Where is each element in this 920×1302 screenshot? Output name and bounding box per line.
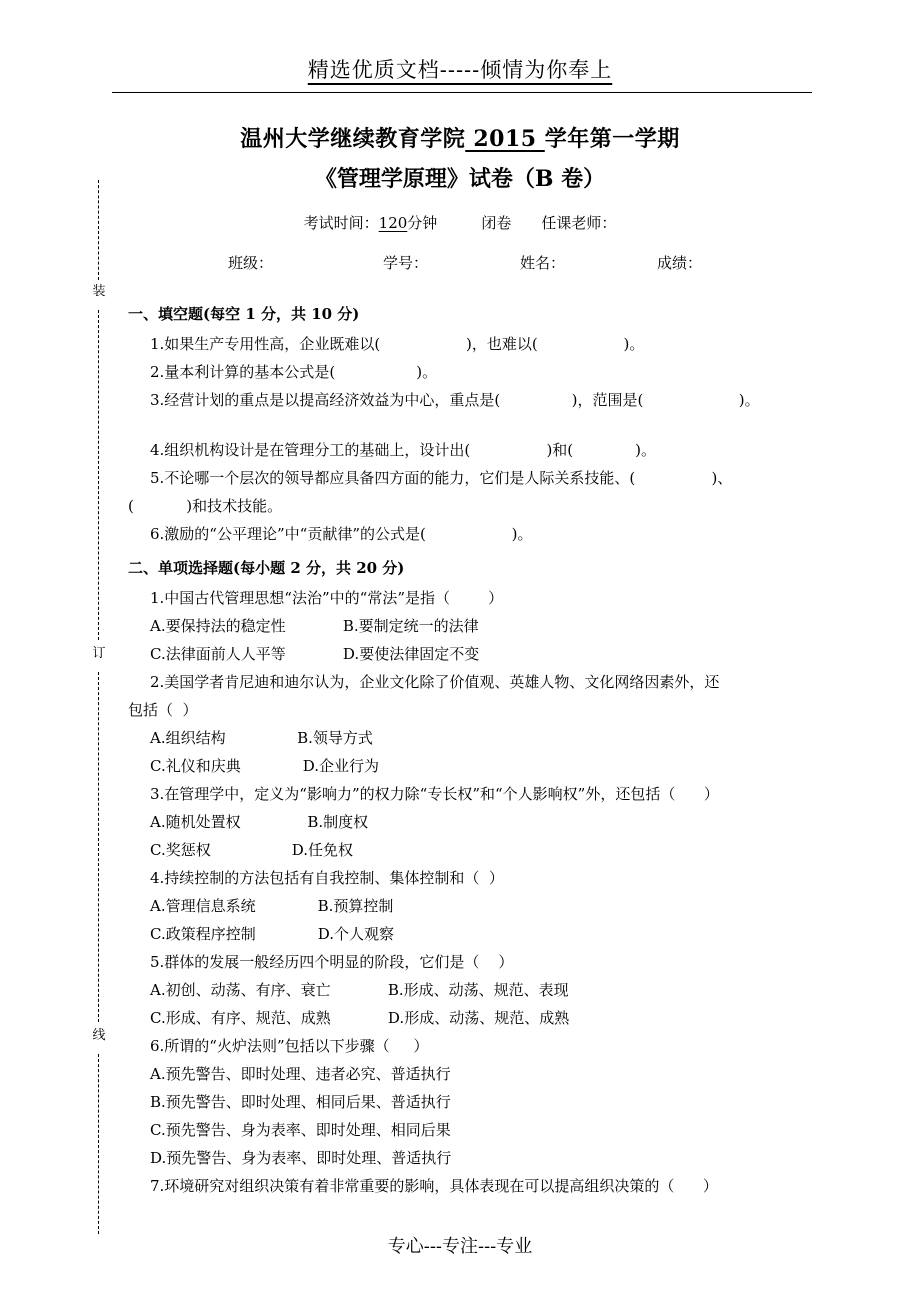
question-item: 1.中国古代管理思想“法治”中的“常法”是指（ ）: [150, 589, 504, 607]
choice-line: C.预先警告、身为表率、即时处理、相同后果: [150, 1121, 451, 1139]
choice-line: A.要保持法的稳定性 B.要制定统一的法律: [150, 617, 479, 635]
question-spacer: [128, 414, 828, 436]
question-item-cont: ( )和技术技能。: [128, 497, 283, 515]
question-item: 7.环境研究对组织决策有着非常重要的影响，具体表现在可以提高组织决策的（ ）: [150, 1177, 718, 1195]
choice-line: A.预先警告、即时处理、违者必究、普适执行: [150, 1065, 451, 1083]
academic-year: 2015: [465, 126, 545, 152]
header-divider-rule: [112, 92, 812, 93]
section-heading-multiple-choice: 二、单项选择题(每小题 2 分，共 20 分): [128, 559, 405, 577]
exam-body: [128, 294, 828, 1200]
choice-line: C.奖惩权 D.任免权: [150, 841, 354, 859]
choice-line: C.礼仪和庆典 D.企业行为: [150, 757, 379, 775]
binding-mark-zhuang: 装: [92, 284, 106, 299]
exam-teacher-label: 任课老师：: [541, 214, 617, 232]
choice-line: A.组织结构 B.领导方式: [150, 729, 373, 747]
question-item: 2.美国学者肯尼迪和迪尔认为，企业文化除了价值观、英雄人物、文化网络因素外，还: [150, 673, 720, 691]
field-score-label: 成绩：: [657, 254, 703, 272]
question-item: 1.如果生产专用性高，企业既难以( )，也难以( )。: [150, 335, 645, 353]
question-item: 3.经营计划的重点是以提高经济效益为中心，重点是( )，范围是( )。: [150, 391, 760, 409]
choice-line: C.形成、有序、规范、成熟 D.形成、动荡、规范、成熟: [150, 1009, 570, 1027]
exam-closed-book: 闭卷: [481, 214, 512, 232]
section-heading-fill-in-blank: 一、填空题(每空 1 分，共 10 分): [128, 305, 360, 323]
university-term-prefix: 温州大学继续教育学院: [240, 126, 466, 152]
binding-dash-4: [98, 1054, 99, 1234]
choice-line: D.预先警告、身为表率、即时处理、普适执行: [150, 1149, 452, 1167]
field-class-label: 班级：: [228, 254, 274, 272]
exam-time-label: 考试时间：: [303, 214, 379, 232]
binding-dash-3: [98, 672, 99, 1022]
student-fields-row: [228, 252, 848, 273]
document-watermark-header: [0, 54, 920, 84]
question-item-cont: 包括（ ）: [128, 701, 198, 719]
choice-line: A.随机处置权 B.制度权: [150, 813, 369, 831]
choice-line: C.政策程序控制 D.个人观察: [150, 925, 394, 943]
binding-dash-2: [98, 310, 99, 640]
question-item: 2.量本利计算的基本公式是( )。: [150, 363, 438, 381]
choice-line: A.初创、动荡、有序、衰亡 B.形成、动荡、规范、表现: [150, 981, 569, 999]
page-footer: 专心---专注---专业: [387, 1236, 533, 1257]
exam-info-line: [0, 212, 920, 233]
watermark-text: 精选优质文档-----倾情为你奉上: [307, 58, 613, 82]
page-title-line2: 《管理学原理》试卷（B 卷）: [314, 166, 606, 192]
university-term-suffix: 学年第一学期: [544, 126, 680, 152]
question-item: 5.不论哪一个层次的领导都应具备四方面的能力，它们是人际关系技能、( )、: [150, 469, 733, 487]
binding-mark-xian: 线: [92, 1028, 106, 1043]
question-item: 3.在管理学中，定义为“影响力”的权力除“专长权”和“个人影响权”外，还包括（ ）: [150, 785, 719, 803]
question-item: 6.激励的“公平理论”中“贡献律”的公式是( )。: [150, 525, 533, 543]
field-name-label: 姓名：: [520, 254, 566, 272]
binding-mark-ding: 订: [92, 646, 106, 661]
page-title-line1: [0, 122, 920, 153]
question-item: 5.群体的发展一般经历四个明显的阶段，它们是（ ）: [150, 953, 514, 971]
question-item: 6.所谓的“火炉法则”包括以下步骤（ ）: [150, 1037, 429, 1055]
question-item: 4.组织机构设计是在管理分工的基础上，设计出( )和( )。: [150, 441, 656, 459]
exam-time-value: 120: [378, 214, 408, 232]
exam-time-unit: 分钟: [407, 214, 438, 232]
choice-line: A.管理信息系统 B.预算控制: [150, 897, 394, 915]
choice-line: C.法律面前人人平等 D.要使法律固定不变: [150, 645, 480, 663]
field-studentid-label: 学号：: [383, 254, 429, 272]
choice-line: B.预先警告、即时处理、相同后果、普适执行: [150, 1093, 451, 1111]
question-item: 4.持续控制的方法包括有自我控制、集体控制和（ ）: [150, 869, 504, 887]
